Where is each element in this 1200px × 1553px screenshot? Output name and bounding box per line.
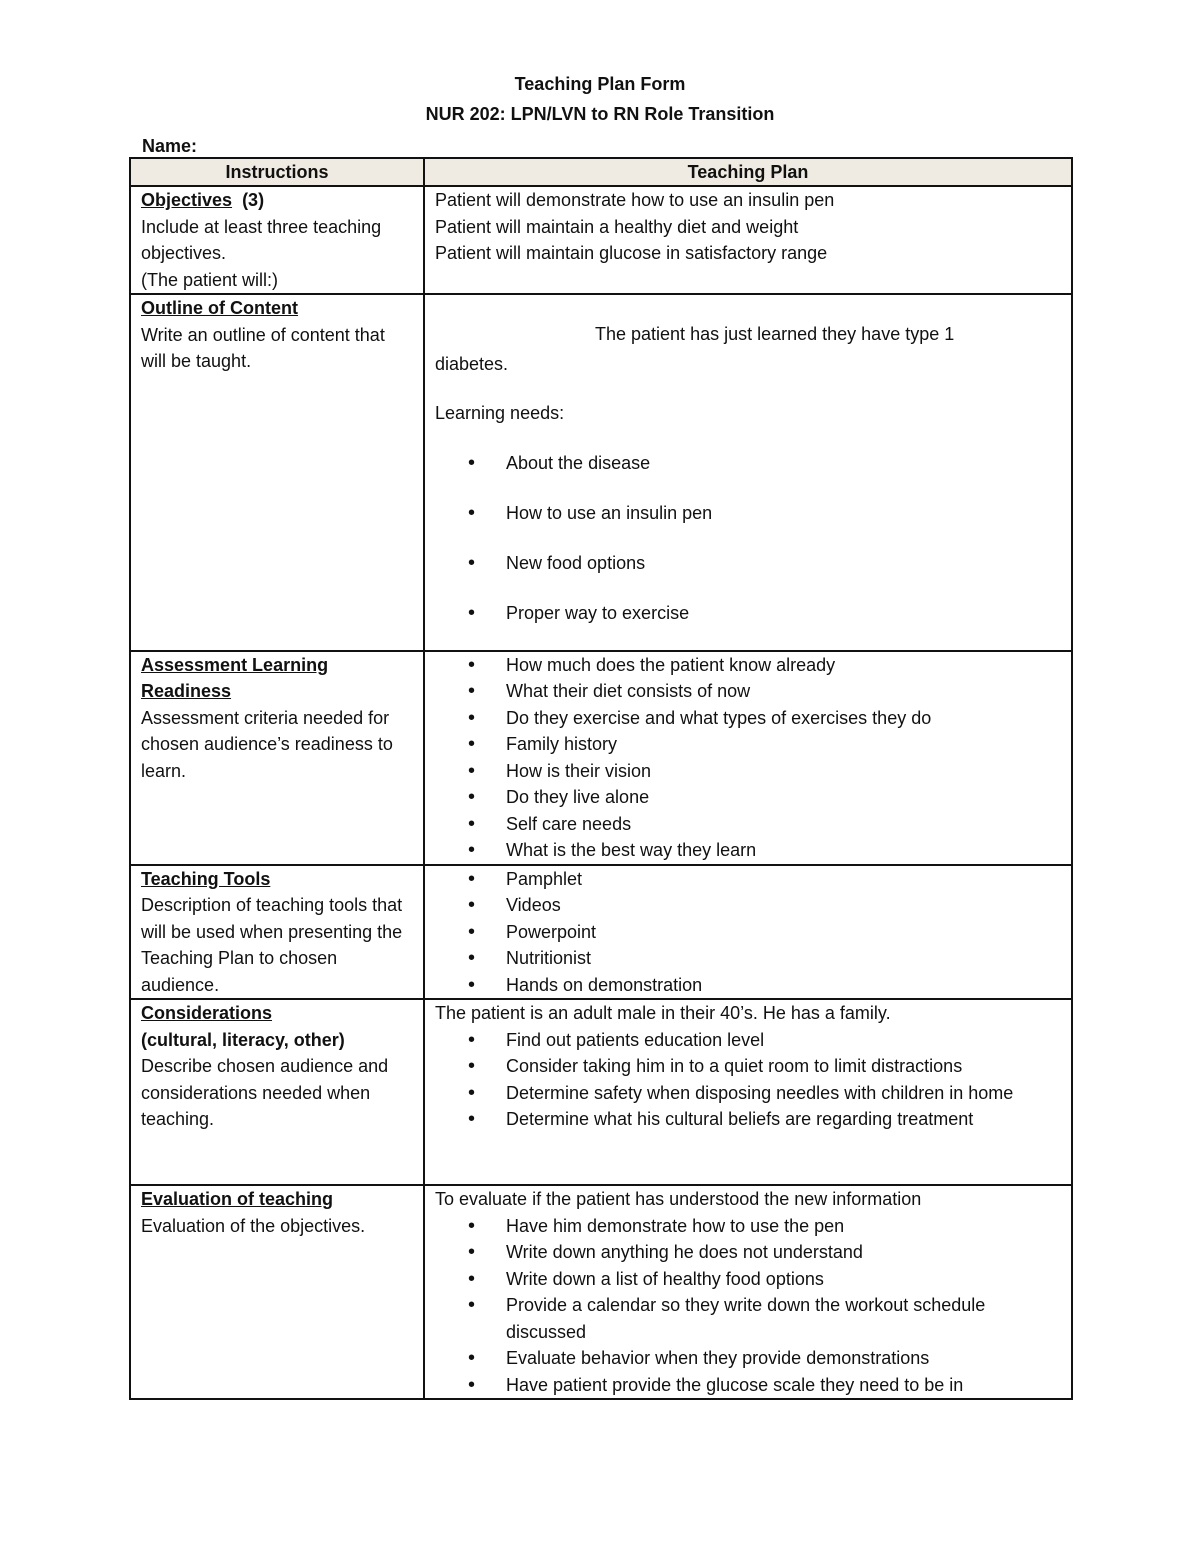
list-item: • Find out patients education level [435,1027,1061,1054]
evaluation-desc: Evaluation of the objectives. [141,1215,366,1236]
outline-plan [424,294,1072,651]
list-item: • Powerpoint [435,919,1061,946]
considerations-subheading: (cultural, literacy, other) [141,1029,345,1050]
list-item: • What is the best way they learn [435,837,1061,864]
list-item: • Videos [435,892,1061,919]
tools-instructions [130,865,424,1000]
list-item: • How is their vision [435,758,1061,785]
objectives-desc: Include at least three teaching objectives. [141,216,382,263]
considerations-desc: Describe chosen audience and considerations needed when teaching. [141,1056,389,1129]
list-item: • About the disease [435,450,1061,477]
table-row-objectives [130,186,1072,294]
list-item: • How to use an insulin pen [435,500,1061,527]
list-item: • Consider taking him in to a quiet room to limit distractions [435,1053,1061,1080]
teaching-plan-table [129,157,1073,1400]
objectives-instructions [130,186,424,294]
objectives-plan [424,186,1072,294]
assessment-plan [424,651,1072,865]
list-item: • Hands on demonstration [435,972,1061,999]
tools-desc: Description of teaching tools that will be used when presenting the Teaching Plan to chosen audience. [141,895,403,995]
considerations-list [435,1027,1061,1133]
form-title: Teaching Plan Form [514,74,686,94]
tools-heading: Teaching Tools [141,868,271,889]
list-item: • Have him demonstrate how to use the pen [435,1213,1061,1240]
evaluation-plan [424,1185,1072,1399]
considerations-instructions [130,999,424,1185]
assessment-heading-cont: Readiness [141,681,232,701]
learning-needs-list [435,450,1061,627]
evaluation-intro: To evaluate if the patient has understood the new information [435,1189,922,1209]
learning-needs-label: Learning needs: [435,403,565,423]
list-item: • What their diet consists of now [435,678,1061,705]
table-row-outline [130,294,1072,651]
objectives-note: (The patient will:) [141,269,279,290]
objective-line: Patient will maintain a healthy diet and weight [435,216,799,237]
considerations-plan [424,999,1072,1185]
assessment-desc: Assessment criteria needed for chosen audience’s readiness to learn. [141,707,393,781]
assessment-instructions [130,651,424,865]
outline-intro-cont: diabetes. [435,353,509,374]
list-item: • Family history [435,731,1061,758]
evaluation-heading: Evaluation of teaching [141,1189,334,1209]
list-item: • Self care needs [435,811,1061,838]
header-teaching-plan: Teaching Plan [424,158,1072,186]
list-item: • Have patient provide the glucose scale they need to be in [435,1372,1061,1399]
tools-list [435,866,1061,999]
outline-desc: Write an outline of content that will be taught. [141,324,385,371]
list-item: • Determine what his cultural beliefs are regarding treatment [435,1106,1061,1133]
table-header-row [130,158,1072,186]
objective-line: Patient will maintain glucose in satisfactory range [435,243,828,263]
evaluation-instructions [130,1185,424,1399]
assessment-heading: Assessment Learning [141,654,329,675]
list-item: • Provide a calendar so they write down the workout schedule discussed [435,1292,1061,1345]
objectives-heading: Objectives [141,190,233,210]
list-item: • New food options [435,550,1061,577]
outline-intro: The patient has just learned they have type 1 [595,324,955,344]
list-item: • Evaluate behavior when they provide demonstrations [435,1345,1061,1372]
list-item: • Proper way to exercise [435,600,1061,627]
list-item: • Do they exercise and what types of exercises they do [435,705,1061,732]
list-item: • Write down anything he does not understand [435,1239,1061,1266]
list-item: • Nutritionist [435,945,1061,972]
table-row-tools [130,865,1072,1000]
objective-line: Patient will demonstrate how to use an insulin pen [435,190,835,210]
list-item: • How much does the patient know already [435,652,1061,679]
list-item: • Determine safety when disposing needles with children in home [435,1080,1061,1107]
tools-plan [424,865,1072,1000]
list-item: • Pamphlet [435,866,1061,893]
table-row-evaluation [130,1185,1072,1399]
table-row-assessment [130,651,1072,865]
list-item: • Do they live alone [435,784,1061,811]
outline-heading: Outline of Content [141,298,298,318]
course-title: NUR 202: LPN/LVN to RN Role Transition [425,104,775,124]
considerations-intro: The patient is an adult male in their 40’s. He has a family. [435,1003,891,1023]
name-label: Name: [142,136,198,156]
header-instructions: Instructions [130,158,424,186]
considerations-heading: Considerations [141,1003,273,1023]
table-row-considerations [130,999,1072,1185]
objectives-count: (3) [242,190,265,210]
assessment-list [435,652,1061,864]
outline-instructions [130,294,424,651]
list-item: • Write down a list of healthy food options [435,1266,1061,1293]
evaluation-list [435,1213,1061,1399]
